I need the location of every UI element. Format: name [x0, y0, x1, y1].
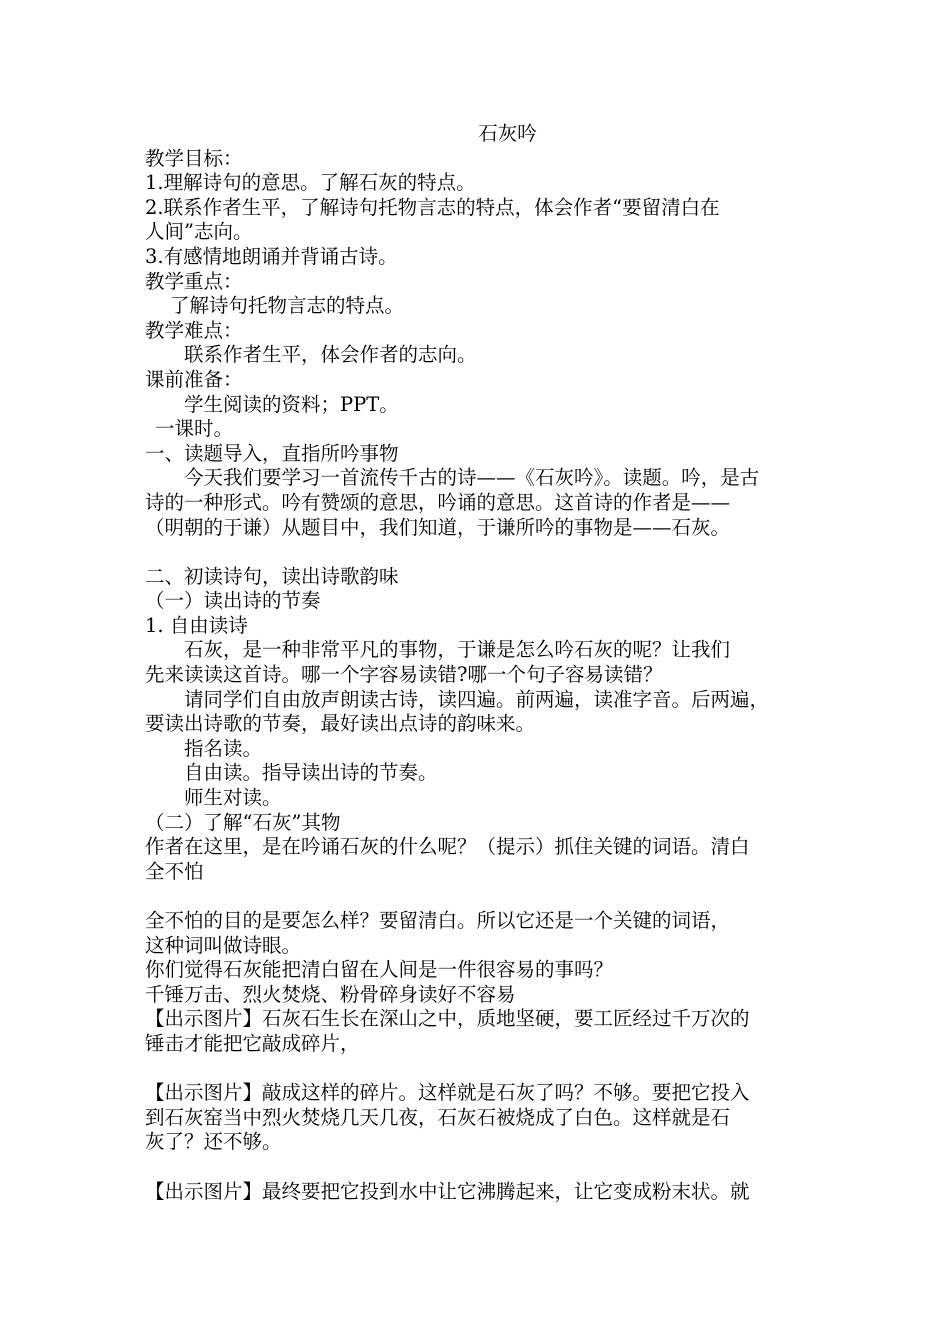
text-line: 全不怕的目的是要怎么样？要留清白。所以它还是一个关键的词语， [145, 909, 731, 932]
text-line: 要读出诗歌的节奏，最好读出点诗的韵味来。 [145, 712, 536, 736]
text-line: 教学难点： [145, 318, 243, 342]
text-line: 自由读。指导读出诗的节奏。 [184, 761, 438, 785]
text-line: 一、读题导入，直指所吟事物 [145, 441, 399, 465]
text-line: 【出示图片】敲成这样的碎片。这样就是石灰了吗？不够。要把它投入 [145, 1081, 750, 1105]
document-title: 石灰吟 [478, 122, 537, 145]
text-line: 诗的一种形式。吟有赞颂的意思，吟诵的意思。这首诗的作者是—— [145, 490, 731, 514]
document-body [145, 122, 810, 1204]
blank-line [145, 884, 810, 909]
text-line: （明朝的于谦）从题目中，我们知道，于谦所吟的事物是——石灰。 [145, 515, 731, 539]
text-line: 指名读。 [184, 736, 263, 760]
text-line: （二）了解“石灰”其物 [145, 810, 341, 834]
text-line: 石灰，是一种非常平凡的事物，于谦是怎么吟石灰的呢？让我们 [184, 638, 731, 662]
text-line: 请同学们自由放声朗读古诗，读四遍。前两遍，读准字音。后两遍， [184, 687, 770, 711]
text-line: 1.理解诗句的意思。了解石灰的特点。 [145, 171, 476, 195]
text-line: 【出示图片】最终要把它投到水中让它沸腾起来，让它变成粉末状。就 [145, 1179, 750, 1203]
text-line: 教学重点： [145, 269, 243, 293]
text-line: 今天我们要学习一首流传千古的诗——《石灰吟》。读题。吟，是古 [184, 466, 760, 490]
text-line: 你们觉得石灰能把清白留在人间是一件很容易的事吗？ [145, 958, 614, 982]
text-line: 1. 自由读诗 [145, 613, 248, 637]
blank-line [145, 540, 810, 565]
text-line: （一）读出诗的节奏 [145, 589, 321, 613]
text-line: 人间”志向。 [145, 220, 253, 244]
text-line: 全不怕 [145, 859, 204, 883]
text-line: 灰了？还不够。 [145, 1130, 282, 1154]
text-line: 到石灰窑当中烈火焚烧几天几夜，石灰石被烧成了白色。这样就是石 [145, 1105, 731, 1129]
text-line: 教学目标： [145, 146, 243, 170]
text-line: 作者在这里，是在吟诵石灰的什么呢？（提示）抓住关键的词语。清白 [145, 835, 750, 859]
text-line: 3.有感情地朗诵并背诵古诗。 [145, 244, 398, 268]
text-line: 2.联系作者生平，了解诗句托物言志的特点，体会作者“要留清白在 [145, 195, 720, 219]
text-line: 这种词叫做诗眼。 [145, 933, 302, 957]
blank-line [145, 1057, 810, 1082]
text-line: 先来读读这首诗。哪一个字容易读错?哪一个句子容易读错？ [145, 663, 663, 687]
text-line: 了解诗句托物言志的特点。 [170, 294, 405, 318]
text-line: 师生对读。 [184, 786, 282, 810]
text-line: 学生阅读的资料；PPT。 [184, 392, 399, 416]
text-line: 一课时。 [155, 417, 234, 441]
text-line: 锤击才能把它敲成碎片， [145, 1031, 360, 1055]
text-line: 千锤万击、烈火焚烧、粉骨碎身读好不容易 [145, 982, 516, 1006]
text-line: 【出示图片】石灰石生长在深山之中，质地坚硬，要工匠经过千万次的 [145, 1007, 750, 1031]
text-line: 课前准备： [145, 367, 243, 391]
text-line: 二、初读诗句，读出诗歌韵味 [145, 564, 399, 588]
text-line: 联系作者生平，体会作者的志向。 [184, 343, 477, 367]
blank-line [145, 1155, 810, 1180]
